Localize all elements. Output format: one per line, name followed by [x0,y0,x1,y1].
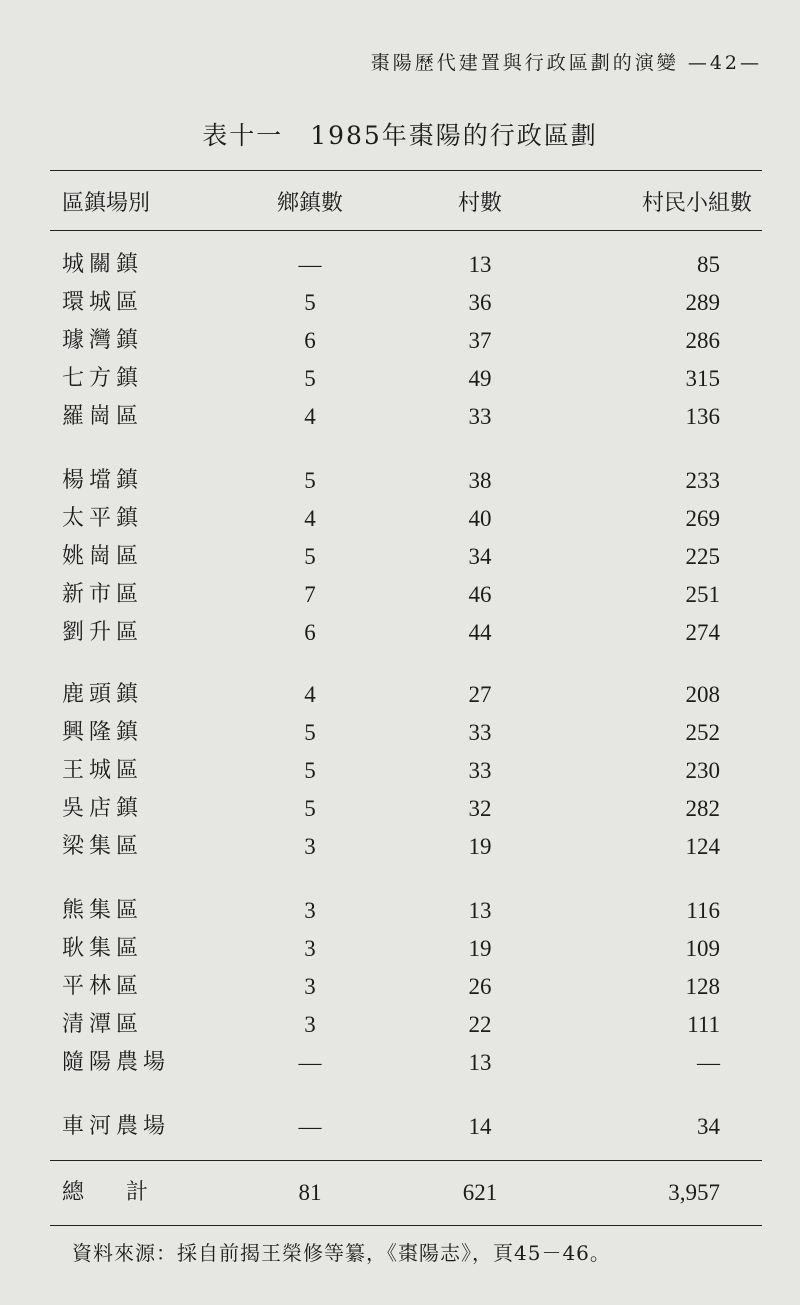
row-district-name: 羅崗區 [62,404,144,429]
row-townships: 3 [304,936,316,961]
running-header: 棗陽歷代建置與行政區劃的演變 —42— [370,52,762,74]
source-note: 資料來源：採自前揭王榮修等纂，《棗陽志》，頁45－46。 [72,1241,611,1265]
row-villages: 13 [468,252,492,277]
total-groups: 3,957 [668,1180,720,1205]
row-townships: 3 [304,834,316,859]
table-bottom-rule [50,1225,762,1226]
column-header-groups: 村民小組數 [641,191,752,216]
row-townships: 5 [304,544,316,569]
row-villages: 26 [468,974,492,999]
row-groups: 251 [685,582,720,607]
row-groups: 34 [697,1114,720,1139]
column-header-townships: 鄉鎮數 [276,191,343,216]
table-header-rule [50,230,762,231]
row-district-name: 興隆鎮 [62,720,144,745]
row-groups: 269 [685,506,720,531]
row-district-name: 隨陽農場 [62,1050,171,1075]
table-total-rule [50,1160,762,1161]
row-townships: 5 [304,796,316,821]
row-villages: 33 [468,720,492,745]
row-groups: 111 [687,1012,720,1037]
row-district-name: 城關鎮 [62,252,144,277]
row-villages: 37 [468,328,492,353]
row-townships: 3 [304,898,316,923]
row-townships: 7 [304,582,316,607]
row-townships: — [298,1114,322,1139]
row-district-name: 七方鎮 [62,366,144,391]
row-townships: 5 [304,290,316,315]
row-villages: 49 [468,366,492,391]
row-villages: 40 [468,506,492,531]
column-header-villages: 村數 [457,191,502,216]
row-groups: 315 [685,366,720,391]
row-townships: — [298,1050,322,1075]
row-townships: 4 [304,682,316,707]
row-townships: — [298,252,322,277]
row-townships: 5 [304,720,316,745]
row-townships: 6 [304,620,316,645]
row-district-name: 吳店鎮 [62,796,144,821]
row-villages: 33 [468,404,492,429]
row-district-name: 清潭區 [62,1012,144,1037]
row-groups: 85 [697,252,720,277]
row-villages: 38 [468,468,492,493]
row-townships: 5 [304,758,316,783]
row-groups: 282 [685,796,720,821]
row-district-name: 車河農場 [62,1114,171,1139]
row-townships: 5 [304,468,316,493]
row-townships: 5 [304,366,316,391]
row-groups: 230 [685,758,720,783]
row-townships: 6 [304,328,316,353]
row-groups: 128 [685,974,720,999]
row-district-name: 姚崗區 [62,544,144,569]
row-villages: 19 [468,834,492,859]
row-villages: 32 [468,796,492,821]
row-villages: 34 [468,544,492,569]
total-villages: 621 [462,1180,498,1205]
table-top-rule [50,170,762,171]
row-district-name: 熊集區 [62,898,144,923]
row-villages: 44 [468,620,492,645]
row-groups: 208 [685,682,720,707]
row-groups: 286 [685,328,720,353]
column-header-district: 區鎮場別 [62,191,151,216]
total-label: 總計 [62,1180,191,1205]
row-district-name: 璩灣鎮 [62,328,144,353]
row-villages: 14 [468,1114,492,1139]
row-townships: 3 [304,1012,316,1037]
row-townships: 4 [304,506,316,531]
row-groups: 124 [685,834,720,859]
row-district-name: 新市區 [62,582,144,607]
row-district-name: 楊壋鎮 [62,468,144,493]
row-groups: 136 [685,404,720,429]
row-groups: 233 [685,468,720,493]
row-townships: 3 [304,974,316,999]
row-groups: 116 [686,898,720,923]
row-villages: 22 [468,1012,492,1037]
row-villages: 19 [468,936,492,961]
total-townships: 81 [298,1180,322,1205]
row-district-name: 梁集區 [62,834,144,859]
row-district-name: 劉升區 [62,620,144,645]
row-district-name: 鹿頭鎮 [62,682,144,707]
row-villages: 13 [468,1050,492,1075]
row-groups: 252 [685,720,720,745]
row-villages: 36 [468,290,492,315]
row-groups: 274 [685,620,720,645]
row-villages: 27 [468,682,492,707]
row-district-name: 王城區 [62,758,144,783]
row-groups: 109 [685,936,720,961]
row-district-name: 平林區 [62,974,144,999]
row-district-name: 太平鎮 [62,506,144,531]
row-villages: 46 [468,582,492,607]
row-townships: 4 [304,404,316,429]
row-villages: 33 [468,758,492,783]
row-district-name: 環城區 [62,290,144,315]
table-title: 表十一 1985年棗陽的行政區劃 [202,121,598,150]
row-groups: — [697,1050,720,1075]
row-groups: 289 [685,290,720,315]
row-district-name: 耿集區 [62,936,144,961]
row-groups: 225 [685,544,720,569]
row-villages: 13 [468,898,492,923]
